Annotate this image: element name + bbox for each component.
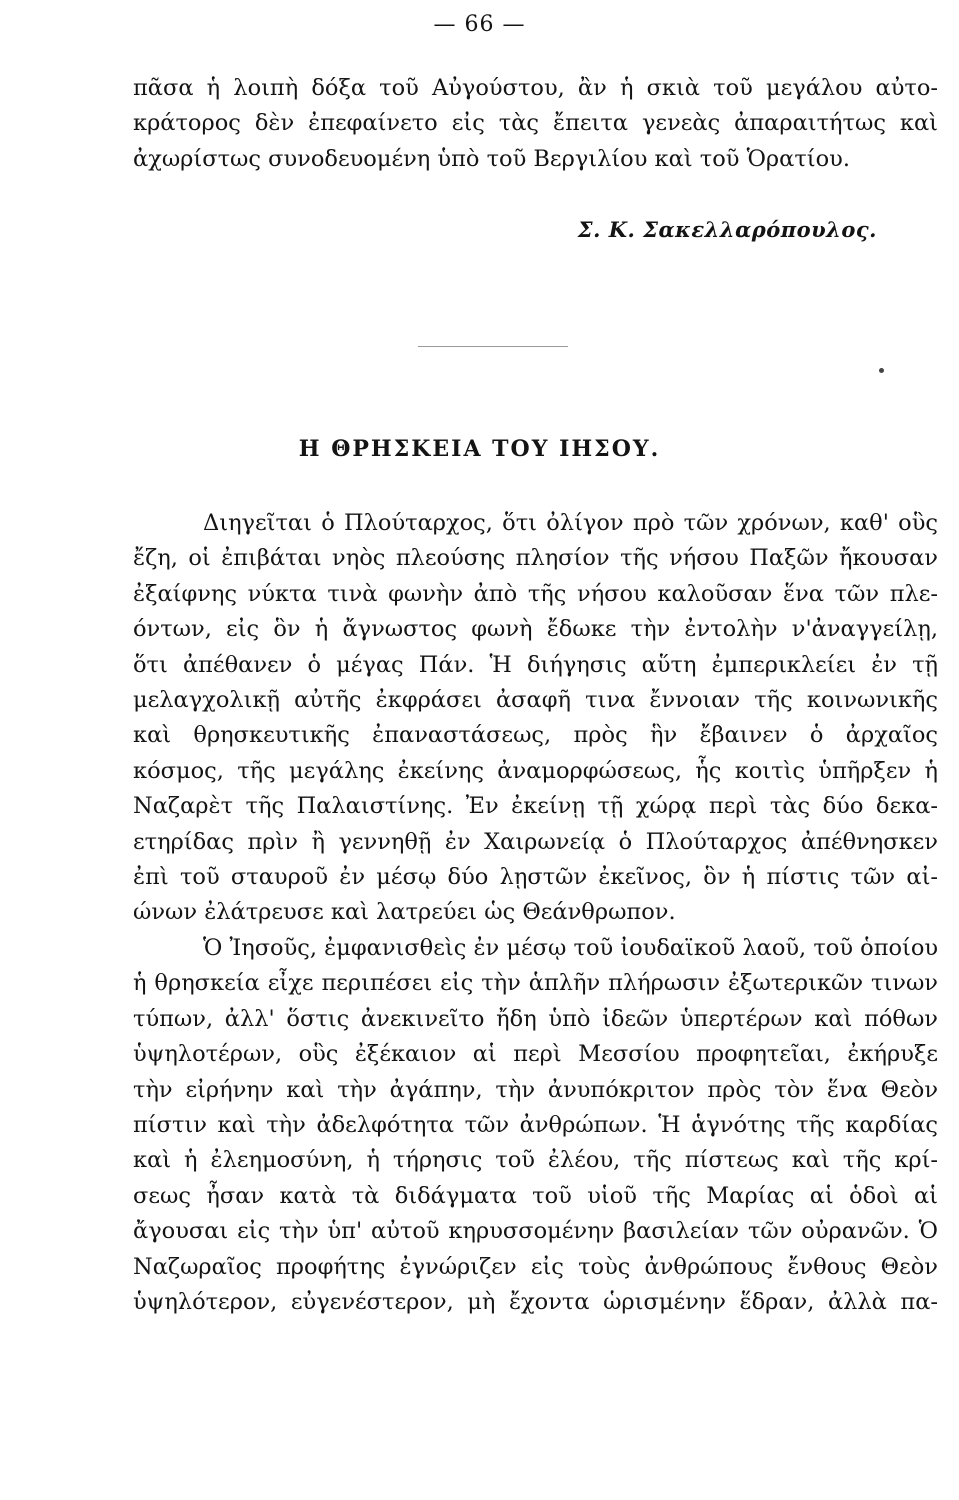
paragraph-1	[133, 506, 938, 931]
page-number: — 66 —	[433, 12, 526, 37]
text-line: καὶ ἡ ἐλεημοσύνη, ἡ τήρησις τοῦ ἐλέου, τῆς πίστεως καὶ τῆς κρί-	[133, 1147, 938, 1174]
text-line: Ναζωραῖος προφήτης ἐγνώριζεν εἰς τοὺς ἀνθρώπους ἔνθους Θεὸν	[133, 1253, 938, 1280]
text-line: σεως ἦσαν κατὰ τὰ διδάγματα τοῦ υἱοῦ τῆς Μαρίας αἱ ὁδοὶ αἱ	[133, 1182, 938, 1209]
text-line: ἐπὶ τοῦ σταυροῦ ἐν μέσῳ δύο λῃστῶν ἐκεῖνος, ὃν ἡ πίστις τῶν αἰ-	[133, 864, 938, 891]
text-line: Ναζαρὲτ τῆς Παλαιστίνης. Ἐν ἐκείνῃ τῇ χώρᾳ περὶ τὰς δύο δεκα-	[133, 793, 938, 820]
text-line: Διηγεῖται ὁ Πλούταρχος, ὅτι ὀλίγον πρὸ τῶν χρόνων, καθ' οὓς	[203, 510, 938, 536]
section-divider	[418, 346, 568, 347]
text-line: ἔζη, οἱ ἐπιβάται νηὸς πλεούσης πλησίον τῆς νήσου Παξῶν ἤκουσαν	[133, 545, 938, 572]
intro-paragraph	[133, 71, 938, 177]
text-line: ὅτι ἀπέθανεν ὁ μέγας Πάν. Ἡ διήγησις αὕτη ἐμπερικλείει ἐν τῇ	[133, 651, 938, 678]
text-line: πίστιν καὶ τὴν ἀδελφότητα τῶν ἀνθρώπων. Ἡ ἁγνότης τῆς καρδίας	[133, 1111, 938, 1138]
text-line: ἡ θρησκεία εἶχε περιπέσει εἰς τὴν ἁπλῆν πλήρωσιν ἐξωτερικῶν τινων	[133, 970, 938, 997]
text-line: πᾶσα ἡ λοιπὴ δόξα τοῦ Αὐγούστου, ἂν ἡ σκιὰ τοῦ μεγάλου αὐτο-	[133, 75, 938, 101]
text-line: τὴν εἰρήνην καὶ τὴν ἀγάπην, τὴν ἀνυπόκριτον πρὸς τὸν ἕνα Θεὸν	[133, 1076, 938, 1103]
section-title: Η ΘΡΗΣΚΕΙΑ ΤΟΥ ΙΗΣΟΥ.	[298, 436, 661, 462]
text-line: ὑψηλότερον, εὐγενέστερον, μὴ ἔχοντα ὡρισμένην ἕδραν, ἀλλὰ πα-	[133, 1288, 938, 1315]
text-line: ετηρίδας πρὶν ἢ γεννηθῇ ἐν Χαιρωνείᾳ ὁ Πλούταρχος ἀπέθνησκεν	[133, 828, 938, 855]
text-line: ἀχωρίστως συνοδευομένη ὑπὸ τοῦ Βεργιλίου καὶ τοῦ Ὁρατίου.	[133, 145, 851, 172]
text-line: κράτορος δὲν ἐπεφαίνετο εἰς τὰς ἔπειτα γενεὰς ἀπαραιτήτως καὶ	[133, 110, 938, 137]
text-line: μελαγχολικῇ αὐτῆς ἐκφράσει ἀσαφῆ τινα ἔννοιαν τῆς κοινωνικῆς	[133, 687, 938, 714]
text-line: ἐξαίφνης νύκτα τινὰ φωνὴν ἀπὸ τῆς νήσου καλοῦσαν ἕνα τῶν πλε-	[133, 580, 938, 607]
text-line: ώνων ἐλάτρευσε καὶ λατρεύει ὡς Θεάνθρωπον.	[133, 899, 676, 926]
text-line: Ὁ Ἰησοῦς, ἐμφανισθεὶς ἐν μέσῳ τοῦ ἰουδαϊκοῦ λαοῦ, τοῦ ὁποίου	[203, 934, 939, 961]
author-signature: Σ. Κ. Σακελλαρόπουλος.	[577, 217, 877, 242]
text-line: ὑψηλοτέρων, οὓς ἐξέκαιον αἱ περὶ Μεσσίου προφητεῖαι, ἐκήρυξε	[133, 1041, 938, 1068]
text-line: όντων, εἰς ὃν ἡ ἄγνωστος φωνὴ ἔδωκε τὴν ἐντολὴν ν'ἀναγγείλῃ,	[133, 616, 938, 643]
text-line: καὶ θρησκευτικῆς ἐπαναστάσεως, πρὸς ἣν ἔβαινεν ὁ ἀρχαῖος	[133, 722, 938, 749]
section-body	[133, 506, 938, 1320]
paragraph-2	[133, 931, 938, 1320]
text-line: κόσμος, τῆς μεγάλης ἐκείνης ἀναμορφώσεως, ἧς κοιτὶς ὑπῆρξεν ἡ	[133, 757, 938, 784]
ink-speck	[879, 368, 884, 373]
text-line: τύπων, ἀλλ' ὅστις ἀνεκινεῖτο ἤδη ὑπὸ ἰδεῶν ὑπερτέρων καὶ πόθων	[133, 1005, 938, 1032]
text-line: ἄγουσαι εἰς τὴν ὑπ' αὐτοῦ κηρυσσομένην βασιλείαν τῶν οὐρανῶν. Ὁ	[133, 1218, 938, 1245]
